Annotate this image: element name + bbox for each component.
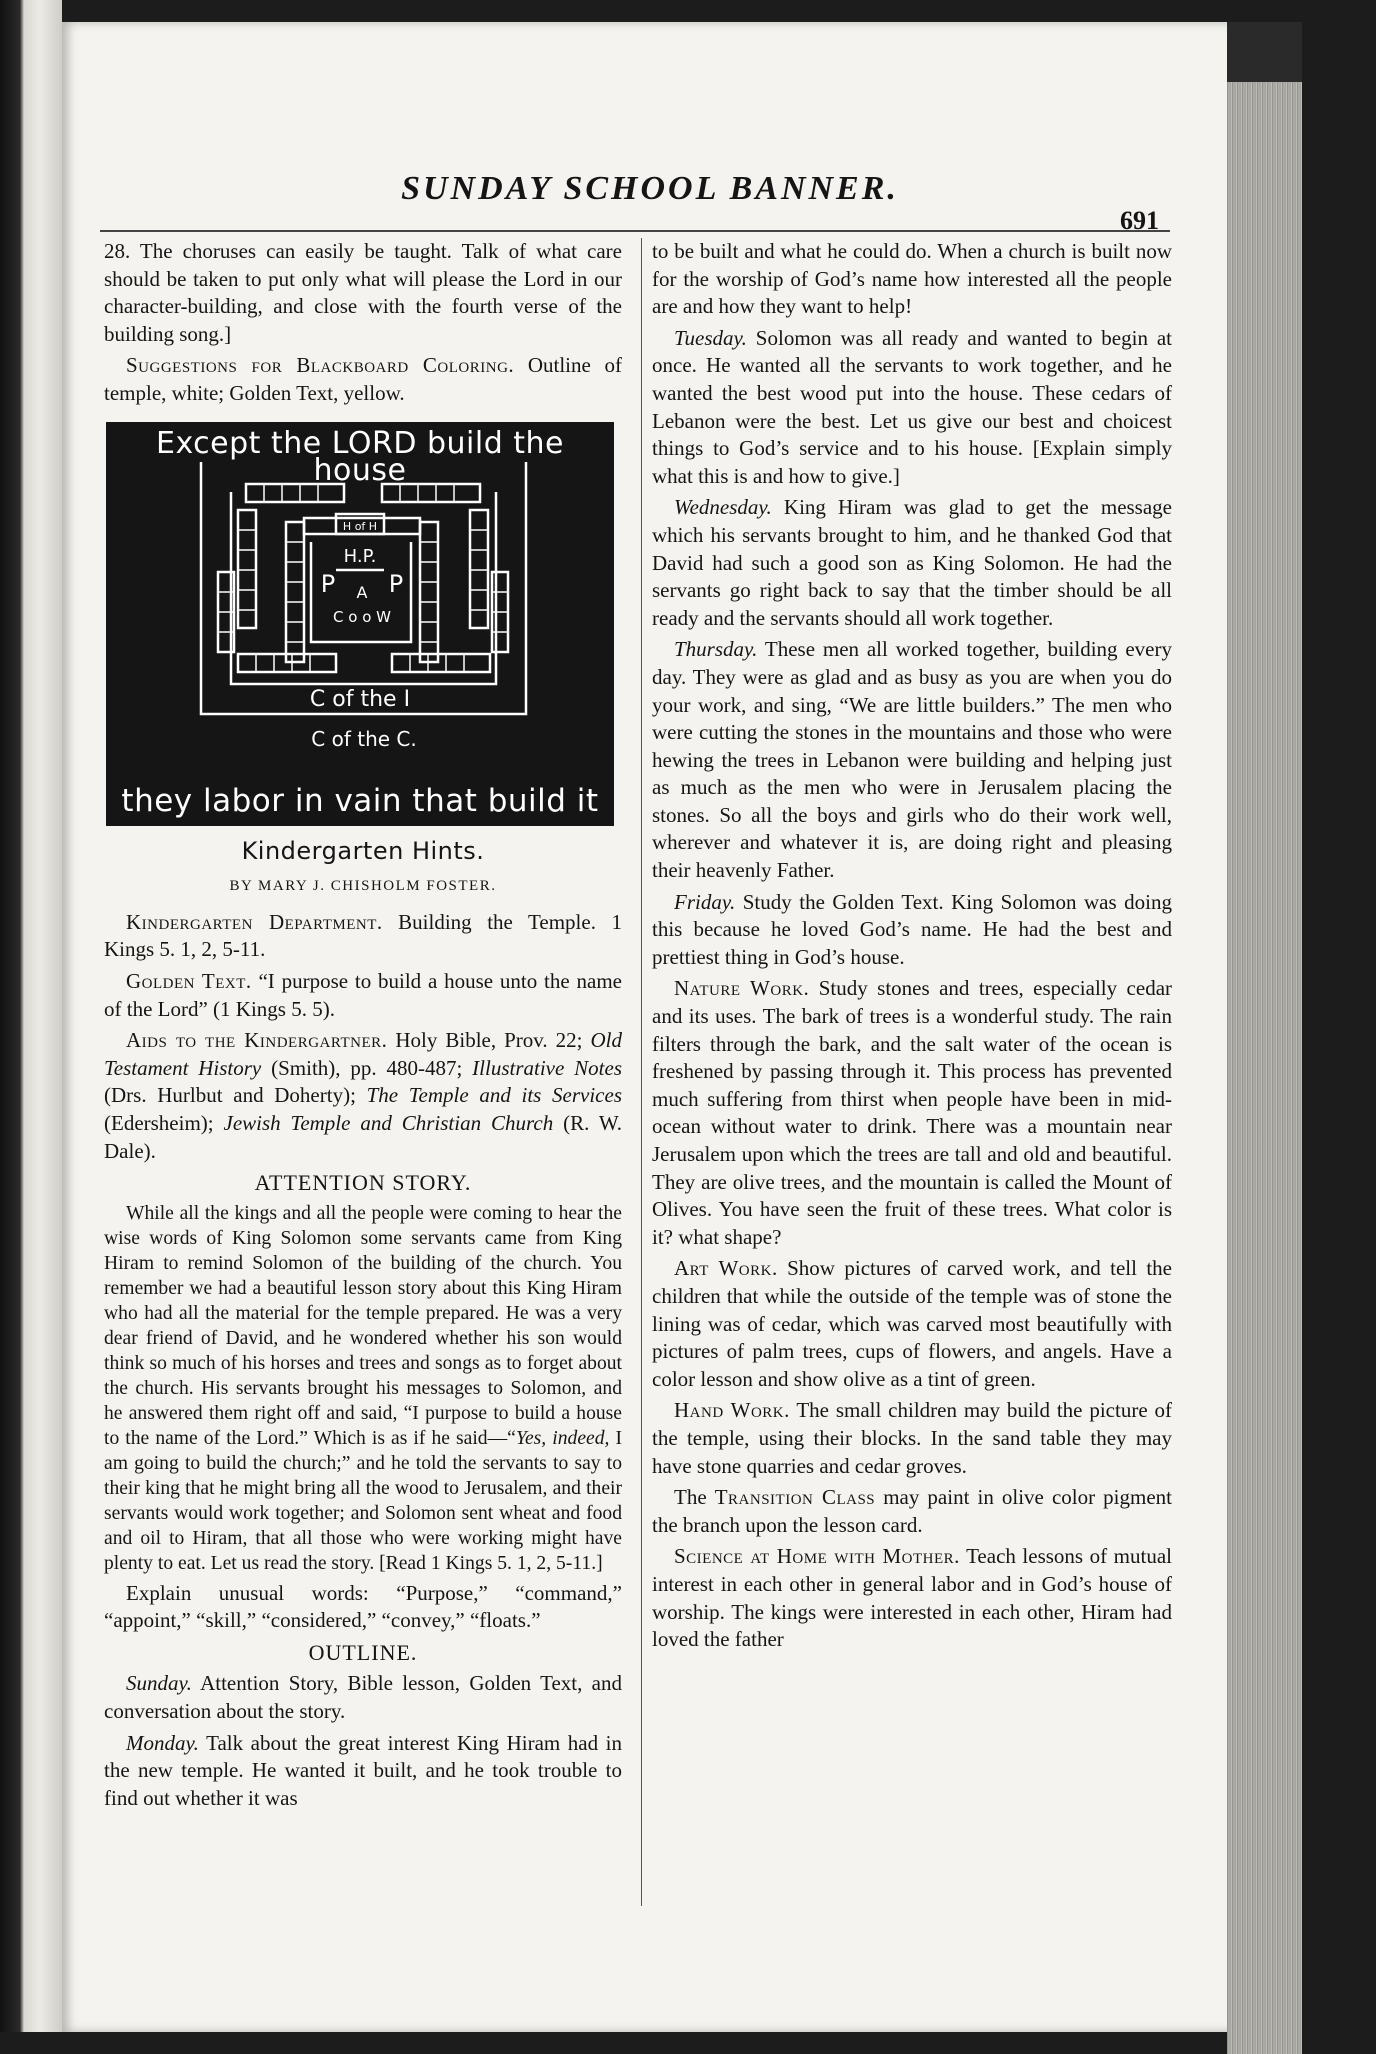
paragraph-wednesday xyxy=(652,494,1172,632)
label-coow: C o o W xyxy=(333,607,391,626)
department-text: Building the Temple. 1 Kings 5. 1, 2, 5-11. xyxy=(104,909,622,962)
paragraph-hand-work xyxy=(652,1397,1172,1480)
suggestion-label: Suggestions for Blackboard Coloring. xyxy=(126,353,515,378)
transition-class-label: Transition Class xyxy=(714,1485,876,1510)
label-court-of-gentiles: C of the C. xyxy=(311,726,417,751)
art-work-label: Art Work. xyxy=(674,1256,778,1281)
nature-work-text: Study stones and trees, especially cedar and its uses. The bark of trees is a wonderful study. The rain filters through the bark, and the salt water of the ocean is freshened by passing through it. This process has prevented much suffering from thirst when people have been in mid-ocean without water to drink. There was a mountain near Jerusalem upon which the trees are tall and old and beautiful. They are olive trees, and the mountain is called the Mount of Olives. You have seen the fruit of these trees. What color is it? what shape? xyxy=(652,976,1173,1249)
page-number: 691 xyxy=(1120,206,1159,235)
byline: BY MARY J. CHISHOLM FOSTER. xyxy=(229,878,497,895)
transition-text: The xyxy=(674,1485,715,1510)
header-rule xyxy=(100,230,1170,232)
paragraph-monday xyxy=(104,1730,622,1813)
aids-title: The Temple and its Services xyxy=(366,1083,622,1108)
hand-work-label: Hand Work. xyxy=(674,1398,790,1423)
aids-text: (Edersheim); xyxy=(104,1110,224,1135)
label-hp: H.P. xyxy=(343,545,377,567)
day-label-tuesday: Tuesday. xyxy=(674,325,747,350)
blackboard-bottom-text: they labor in vain that build it xyxy=(121,782,599,819)
nature-work-label: Nature Work. xyxy=(674,976,810,1001)
paragraph-friday xyxy=(652,889,1172,972)
heading-attention-story: ATTENTION STORY. xyxy=(254,1170,472,1196)
day-label-friday: Friday. xyxy=(674,889,736,914)
paragraph-tuesday xyxy=(652,325,1172,491)
paragraph-science-at-home xyxy=(652,1543,1172,1653)
department-label: Kindergarten Department. xyxy=(126,909,383,934)
paragraph-aids xyxy=(104,1027,622,1165)
sunday-text: Attention Story, Bible lesson, Golden Text, and conversation about the story. xyxy=(104,1671,622,1724)
thursday-text: These men all worked together, building every day. They were as glad and as busy as you are when you do your work, and sing, “We are little builders.” The men who were cutting the stones in the mountains and those who were hewing the trees in Lebanon were building and helping just as much as the men who were in Jerusalem placing the stones. So all the boys and girls who do their work well, wherever and whatever it is, are doing right and pleasing their heavenly Father. xyxy=(652,637,1172,883)
aids-text: Holy Bible, Prov. 22; xyxy=(387,1028,591,1053)
paragraph-continued: to be built and what he could do. When a church is built now for the worship of God’s name how interested all the people are and how they want to help! xyxy=(652,239,1172,319)
attention-text: I am going to build the church;” and he told the servants to say to their king that he might bring all the wood to Jerusalem, and their servants would work together; and Solomon sent wheat and food and oil to Hiram, that all those who were working might have plenty to eat. Let us read the story. [Read 1 Kings 5. 1, 2, 5-11.] xyxy=(104,1427,622,1574)
paragraph-intro: 28. The choruses can easily be taught. Talk of what care should be taken to put only what will please the Lord in our character-building, and close with the fourth verse of the building song.] xyxy=(104,239,622,346)
aids-title: Old Testament History xyxy=(104,1028,622,1080)
day-label-thursday: Thursday. xyxy=(674,637,758,662)
section-title-kindergarten: Kindergarten Hints. xyxy=(241,836,485,865)
paragraph-blackboard-suggestion xyxy=(104,352,622,407)
wednesday-text: King Hiram was glad to get the message which his servants brought to him, and he thanked God that David had such a good son as King Solomon. He had the servants go right back to say that the timber should be all ready and the servants should all work together. xyxy=(652,495,1172,630)
label-court-of-israel: C of the I xyxy=(309,686,411,712)
aids-text: (Drs. Hurlbut and Doherty); xyxy=(104,1083,367,1108)
aids-text: (R. W. Dale). xyxy=(104,1110,622,1163)
paragraph-nature-work xyxy=(652,975,1172,1251)
label-a: A xyxy=(356,582,368,602)
aids-label: Aids to the Kindergartner. xyxy=(126,1028,388,1053)
right-column xyxy=(652,238,1172,1658)
science-label: Science at Home with Mother. xyxy=(674,1544,960,1569)
attention-text: While all the kings and all the people were coming to hear the wise words of King Solomon some servants came from King Hiram to remind Solomon of the building of the church. You remember we had a beautiful lesson story about this King Hiram who had all the material for the temple prepared. He was a very dear friend of David, and he wondered whether his son would think so much of his horses and trees and songs as to forget about the church. His servants brought his messages to Solomon, and he answered them right off and said, “I purpose to build a house to the name of the Lord.” Which is as if he said—“ xyxy=(104,1202,622,1449)
label-holy-of-holies: H of H xyxy=(342,519,378,533)
tuesday-text: Solomon was all ready and wanted to begin at once. He wanted all the servants to work together, and he wanted the best wood put into the house. These cedars of Lebanon were the best. Let us give our best and choicest things to God’s service and to his house. [Explain simply what this is and how to give.] xyxy=(652,325,1172,488)
paragraph-transition-class xyxy=(652,1484,1172,1539)
blackboard-top-text: Except the LORD build the house xyxy=(155,425,565,489)
page-stack-edge xyxy=(1227,82,1302,2054)
golden-text-label: Golden Text. xyxy=(126,968,252,993)
heading-outline: OUTLINE. xyxy=(308,1639,418,1665)
temple-plan-drawing xyxy=(106,422,614,826)
paragraph-unusual-words: Explain unusual words: “Purpose,” “command,” “appoint,” “skill,” “considered,” “convey,” “floats.” xyxy=(104,1580,622,1633)
aids-title: Illustrative Notes xyxy=(472,1055,622,1080)
golden-text-quote: “I purpose to build a house unto the name of the Lord” (1 Kings 5. 5). xyxy=(104,968,622,1021)
day-label-sunday: Sunday. xyxy=(126,1671,192,1696)
suggestion-text: Outline of temple, white; Golden Text, yellow. xyxy=(104,353,623,405)
paragraph-department xyxy=(104,909,622,964)
aids-title: Jewish Temple and Christian Church xyxy=(223,1110,554,1135)
day-label-wednesday: Wednesday. xyxy=(674,495,772,520)
art-work-text: Show pictures of carved work, and tell the children that while the outside of the temple was of stone the lining was of cedar, which was carved most beautifully with pictures of palm trees, cups of flowers, and angels. Have a color lesson and show olive as a tint of green. xyxy=(652,1256,1173,1391)
friday-text: Study the Golden Text. King Solomon was doing this because he loved God’s name. He had the best and prettiest thing in God’s house. xyxy=(652,889,1172,969)
transition-text: may paint in olive color pigment the branch upon the lesson card. xyxy=(652,1485,1172,1537)
page-edge-shadow xyxy=(1227,22,1302,82)
label-p-left: P xyxy=(320,569,336,598)
paragraph-attention-story xyxy=(104,1201,622,1576)
day-label-monday: Monday. xyxy=(126,1730,199,1755)
paragraph-thursday xyxy=(652,636,1172,884)
attention-emphasis: Yes, indeed, xyxy=(515,1427,610,1449)
paragraph-sunday xyxy=(104,1670,622,1725)
paragraph-golden-text xyxy=(104,968,622,1023)
label-p-right: P xyxy=(388,569,404,598)
hand-work-text: The small children may build the picture of the temple, using their blocks. In the sand table they may have stone quarries and cedar groves. xyxy=(652,1398,1172,1478)
paragraph-art-work xyxy=(652,1255,1172,1393)
science-text: Teach lessons of mutual interest in each other in general labor and in God’s house of worship. The kings were interested in each other, Hiram had loved the father xyxy=(652,1544,1172,1652)
left-column xyxy=(104,238,622,1816)
blackboard-illustration xyxy=(106,422,614,826)
aids-text: (Smith), pp. 480-487; xyxy=(261,1055,473,1080)
book-binding-left xyxy=(0,0,62,2032)
monday-text: Talk about the great interest King Hiram had in the new temple. He wanted it built, and he took trouble to find out whether it was xyxy=(104,1730,622,1810)
running-header-title: SUNDAY SCHOOL BANNER. xyxy=(401,170,899,207)
column-divider xyxy=(641,238,642,1906)
